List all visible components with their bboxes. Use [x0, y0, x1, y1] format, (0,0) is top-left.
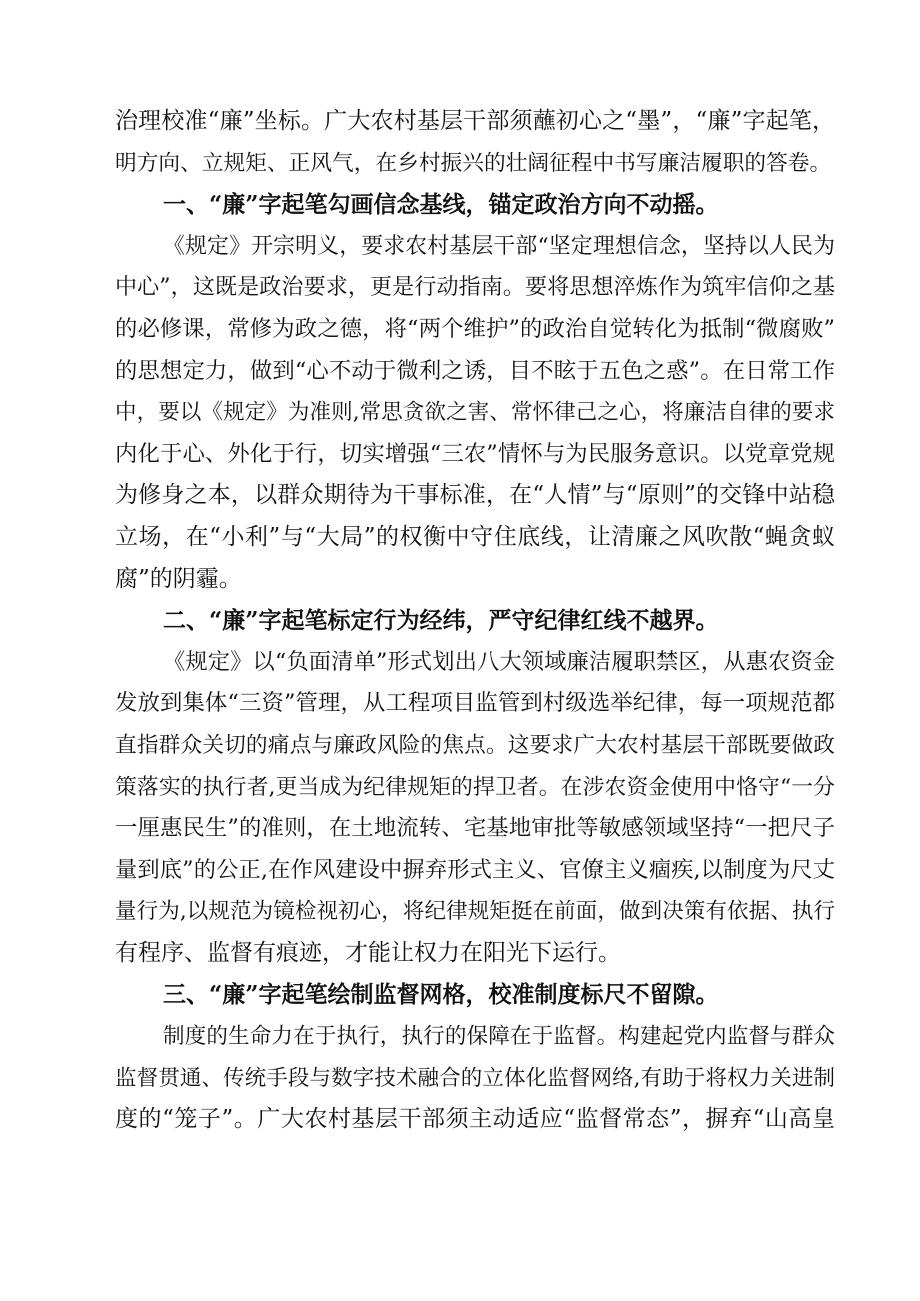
paragraph [115, 1016, 835, 1141]
paragraph-line: 中，要以《规定》为准则,常思贪欲之害、常怀律己之心，将廉洁自律的要求 [115, 400, 835, 426]
section-heading [115, 974, 835, 1016]
paragraph-line: 《规定》开宗明义，要求农村基层干部“坚定理想信念，坚持以人民为 [163, 233, 835, 259]
paragraph-line: 量到底”的公正,在作风建设中摒弃形式主义、官僚主义痼疾,以制度为尺丈 [115, 856, 835, 883]
paragraph-line: 《规定》以“负面清单”形式划出八大领域廉洁履职禁区，从惠农资金 [163, 648, 835, 675]
section-heading [115, 184, 835, 226]
paragraph-line: 内化于心、外化于行，切实增强“三农”情怀与为民服务意识。以党章党规 [115, 440, 835, 467]
paragraph-line: 立场，在“小利”与“大局”的权衡中守住底线，让清廉之风吹散“蝇贪蚁 [115, 523, 835, 550]
paragraph-line: 治理校准“廉”坐标。广大农村基层干部须蘸初心之“墨”，“廉”字起笔， [115, 108, 835, 134]
paragraph-line: 度的“笼子”。广大农村基层干部须主动适应“监督常态”，摒弃“山高皇 [115, 1106, 835, 1133]
section-heading [115, 600, 835, 642]
paragraph-line: 中心”，这既是政治要求，更是行动指南。要将思想淬炼作为筑牢信仰之基 [115, 275, 835, 301]
paragraph-line: 为修身之本，以群众期待为干事标准，在“人情”与“原则”的交锋中站稳 [115, 482, 835, 509]
paragraph-line: 有程序、监督有痕迹，才能让权力在阳光下运行。 [115, 939, 621, 966]
paragraph-line: 制度的生命力在于执行，执行的保障在于监督。构建起党内监督与群众 [163, 1024, 835, 1050]
document-body [115, 101, 835, 1141]
heading-text: 二、“廉”字起笔标定行为经纬，严守纪律红线不越界。 [163, 607, 719, 635]
paragraph-line: 明方向、立规矩、正风气，在乡村振兴的壮阔征程中书写廉洁履职的答卷。 [115, 150, 832, 176]
heading-text: 三、“廉”字起笔绘制监督网格，校准制度标尺不留隙。 [163, 981, 719, 1009]
paragraph [115, 642, 835, 975]
paragraph-line: 的思想定力，做到“心不动于微利之诱，目不眩于五色之惑”。在日常工作 [115, 357, 835, 384]
paragraph-line: 一厘惠民生”的准则，在土地流转、宅基地审批等敏感领域坚持“一把尺子 [115, 815, 835, 842]
paragraph-line: 量行为,以规范为镜检视初心，将纪律规矩挺在前面，做到决策有依据、执行 [115, 899, 835, 925]
paragraph-line: 监督贯通、传统手段与数字技术融合的立体化监督网络,有助于将权力关进制 [115, 1065, 835, 1091]
paragraph-line: 策落实的执行者,更当成为纪律规矩的捍卫者。在涉农资金使用中恪守“一分 [115, 774, 835, 800]
paragraph [115, 101, 835, 184]
paragraph-line: 的必修课，常修为政之德，将“两个维护”的政治自觉转化为抵制“微腐败” [115, 315, 835, 342]
paragraph-line: 发放到集体“三资”管理，从工程项目监管到村级选举纪律，每一项规范都 [115, 690, 835, 717]
paragraph-line: 腐”的阴霾。 [115, 565, 242, 592]
paragraph [115, 226, 835, 600]
heading-text: 一、“廉”字起笔勾画信念基线，锚定政治方向不动摇。 [163, 191, 719, 219]
paragraph-line: 直指群众关切的痛点与廉政风险的焦点。这要求广大农村基层干部既要做政 [115, 732, 835, 758]
